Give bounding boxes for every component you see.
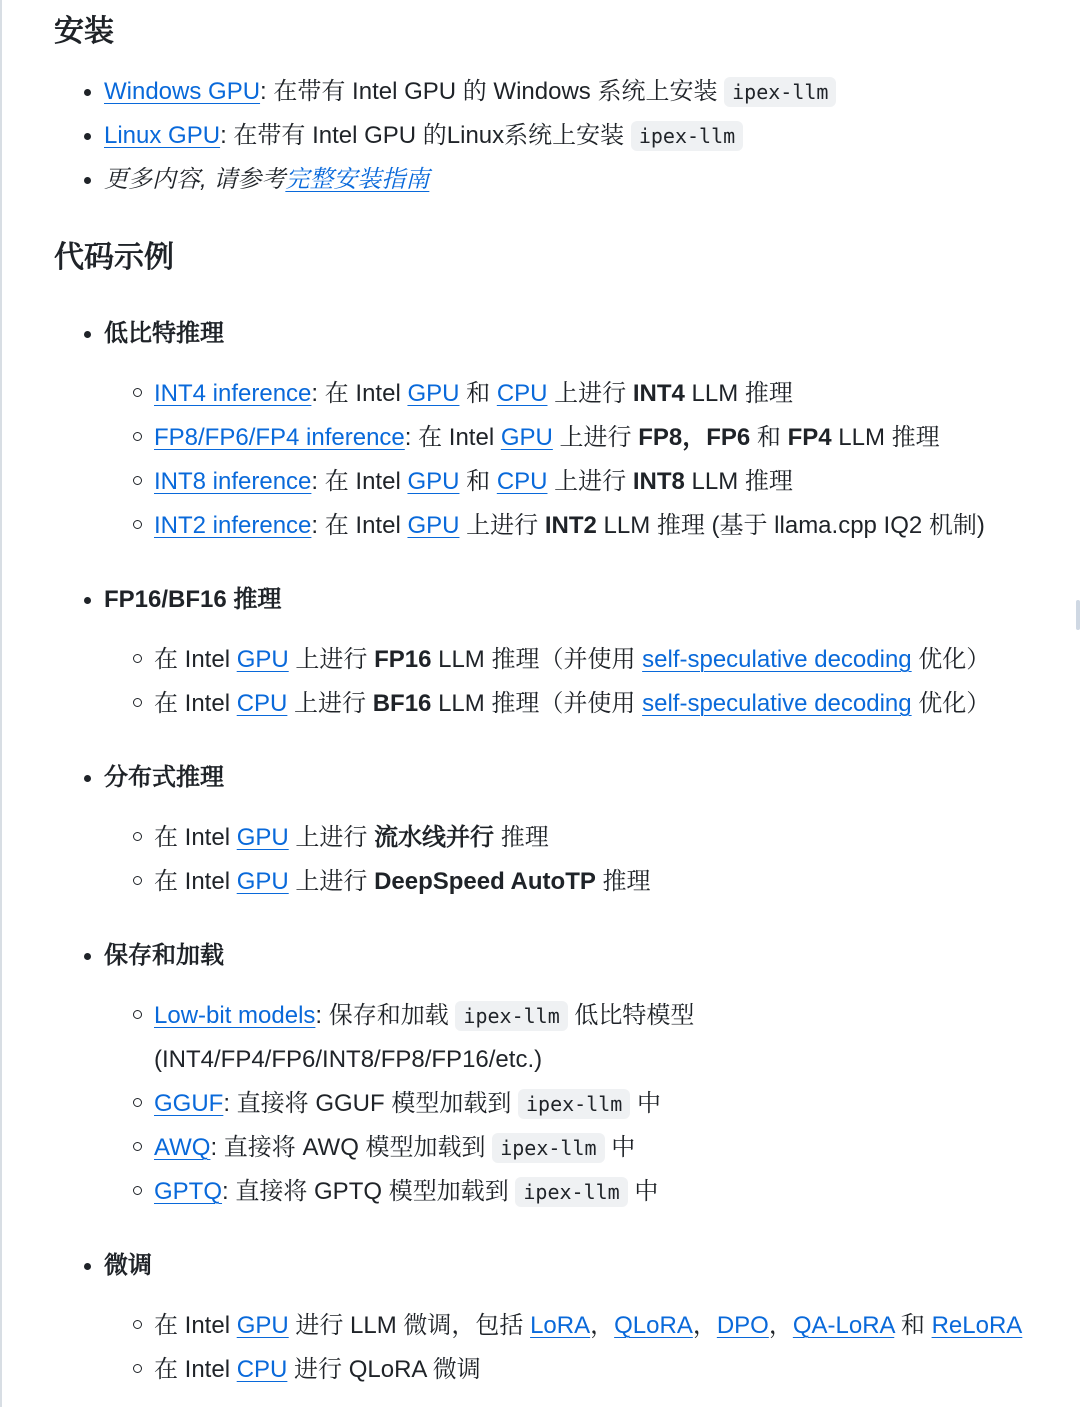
save-load-sublist bbox=[104, 994, 1080, 1214]
list-item: 在 Intel GPU 上进行 流水线并行 推理 bbox=[104, 816, 1080, 860]
awq-link[interactable]: AWQ bbox=[154, 1134, 211, 1161]
fp8-fp6-fp4-inference-link[interactable]: FP8/FP6/FP4 inference bbox=[154, 424, 405, 451]
qa-lora-link[interactable]: QA-LoRA bbox=[792, 1312, 895, 1339]
full-install-guide-link[interactable]: 完整安装指南 bbox=[285, 166, 430, 193]
list-item: Linux GPU: 在带有 Intel GPU 的Linux系统上安装 ipex-llm bbox=[54, 114, 1080, 158]
dpo-link[interactable]: DPO bbox=[716, 1312, 769, 1339]
list-item: 在 Intel GPU 进行 LLM 微调，包括 LoRA，QLoRA，DPO，QA-LoRA 和 ReLoRA bbox=[104, 1304, 1080, 1348]
category-label: FP16/BF16 推理 bbox=[104, 586, 282, 613]
cpu-link[interactable]: CPU bbox=[236, 690, 288, 717]
list-item: INT2 inference: 在 Intel GPU 上进行 INT2 LLM 推理 (基于 llama.cpp IQ2 机制) bbox=[104, 504, 1080, 548]
category-distributed bbox=[54, 756, 1080, 904]
self-speculative-decoding-link[interactable]: self-speculative decoding bbox=[642, 646, 912, 673]
code-examples-heading: 代码示例 bbox=[54, 241, 174, 274]
gpu-link[interactable]: GPU bbox=[407, 512, 460, 539]
list-item: 更多内容, 请参考完整安装指南 bbox=[54, 158, 1080, 202]
gpu-link[interactable]: GPU bbox=[407, 468, 460, 495]
scrollbar-hint[interactable] bbox=[1076, 600, 1080, 630]
list-item: 在 Intel GPU 上进行 FP16 LLM 推理（并使用 self-speculative decoding 优化） bbox=[104, 638, 1080, 682]
ipex-llm-code: ipex-llm bbox=[515, 1177, 627, 1207]
linux-gpu-link[interactable]: Linux GPU bbox=[104, 122, 221, 149]
gpu-link[interactable]: GPU bbox=[236, 646, 289, 673]
lora-link[interactable]: LoRA bbox=[530, 1312, 591, 1339]
category-label: 低比特推理 bbox=[104, 320, 224, 347]
cpu-link[interactable]: CPU bbox=[496, 380, 548, 407]
int8-inference-link[interactable]: INT8 inference bbox=[154, 468, 312, 495]
ipex-llm-code: ipex-llm bbox=[492, 1133, 604, 1163]
category-label: 保存和加载 bbox=[104, 942, 224, 969]
list-item: INT4 inference: 在 Intel GPU 和 CPU 上进行 INT4 LLM 推理 bbox=[104, 372, 1080, 416]
gpu-link[interactable]: GPU bbox=[236, 824, 289, 851]
low-bit-sublist bbox=[104, 372, 1080, 548]
cpu-link[interactable]: CPU bbox=[496, 468, 548, 495]
list-item: INT8 inference: 在 Intel GPU 和 CPU 上进行 INT8 LLM 推理 bbox=[104, 460, 1080, 504]
low-bit-models-link[interactable]: Low-bit models bbox=[154, 1002, 316, 1029]
install-list bbox=[54, 70, 1080, 202]
ipex-llm-code: ipex-llm bbox=[518, 1089, 630, 1119]
int4-inference-link[interactable]: INT4 inference bbox=[154, 380, 312, 407]
cpu-link[interactable]: CPU bbox=[236, 1356, 288, 1383]
gpu-link[interactable]: GPU bbox=[236, 868, 289, 895]
list-item: 在 Intel GPU 上进行 DeepSpeed AutoTP 推理 bbox=[104, 860, 1080, 904]
list-item: AWQ: 直接将 AWQ 模型加载到 ipex-llm 中 bbox=[104, 1126, 1080, 1170]
category-label: 分布式推理 bbox=[104, 764, 224, 791]
ipex-llm-code: ipex-llm bbox=[631, 121, 743, 151]
ipex-llm-code: ipex-llm bbox=[724, 77, 836, 107]
install-heading: 安装 bbox=[54, 15, 114, 48]
relora-link[interactable]: ReLoRA bbox=[931, 1312, 1023, 1339]
self-speculative-decoding-link[interactable]: self-speculative decoding bbox=[642, 690, 912, 717]
fp16-sublist bbox=[104, 638, 1080, 726]
list-item: 在 Intel CPU 进行 QLoRA 微调 bbox=[104, 1348, 1080, 1392]
category-low-bit bbox=[54, 312, 1080, 548]
int2-inference-link[interactable]: INT2 inference bbox=[154, 512, 312, 539]
list-item: FP8/FP6/FP4 inference: 在 Intel GPU 上进行 FP8，FP6 和 FP4 LLM 推理 bbox=[104, 416, 1080, 460]
list-item: Low-bit models: 保存和加载 ipex-llm 低比特模型 (INT4/FP4/FP6/INT8/FP8/FP16/etc.) bbox=[104, 994, 1080, 1082]
examples-list bbox=[54, 312, 1080, 1392]
qlora-link[interactable]: QLoRA bbox=[614, 1312, 693, 1339]
finetune-sublist bbox=[104, 1304, 1080, 1392]
gpu-link[interactable]: GPU bbox=[500, 424, 553, 451]
list-item: 在 Intel CPU 上进行 BF16 LLM 推理（并使用 self-speculative decoding 优化） bbox=[104, 682, 1080, 726]
list-item: GPTQ: 直接将 GPTQ 模型加载到 ipex-llm 中 bbox=[104, 1170, 1080, 1214]
distributed-sublist bbox=[104, 816, 1080, 904]
gptq-link[interactable]: GPTQ bbox=[154, 1178, 223, 1205]
category-finetune bbox=[54, 1244, 1080, 1392]
gguf-link[interactable]: GGUF bbox=[154, 1090, 224, 1117]
category-label: 微调 bbox=[104, 1252, 152, 1279]
list-item: Windows GPU: 在带有 Intel GPU 的 Windows 系统上安装 ipex-llm bbox=[54, 70, 1080, 114]
gpu-link[interactable]: GPU bbox=[407, 380, 460, 407]
list-item: GGUF: 直接将 GGUF 模型加载到 ipex-llm 中 bbox=[104, 1082, 1080, 1126]
gpu-link[interactable]: GPU bbox=[236, 1312, 289, 1339]
category-fp16-bf16 bbox=[54, 578, 1080, 726]
ipex-llm-code: ipex-llm bbox=[455, 1001, 567, 1031]
windows-gpu-link[interactable]: Windows GPU bbox=[104, 78, 261, 105]
category-save-load bbox=[54, 934, 1080, 1214]
